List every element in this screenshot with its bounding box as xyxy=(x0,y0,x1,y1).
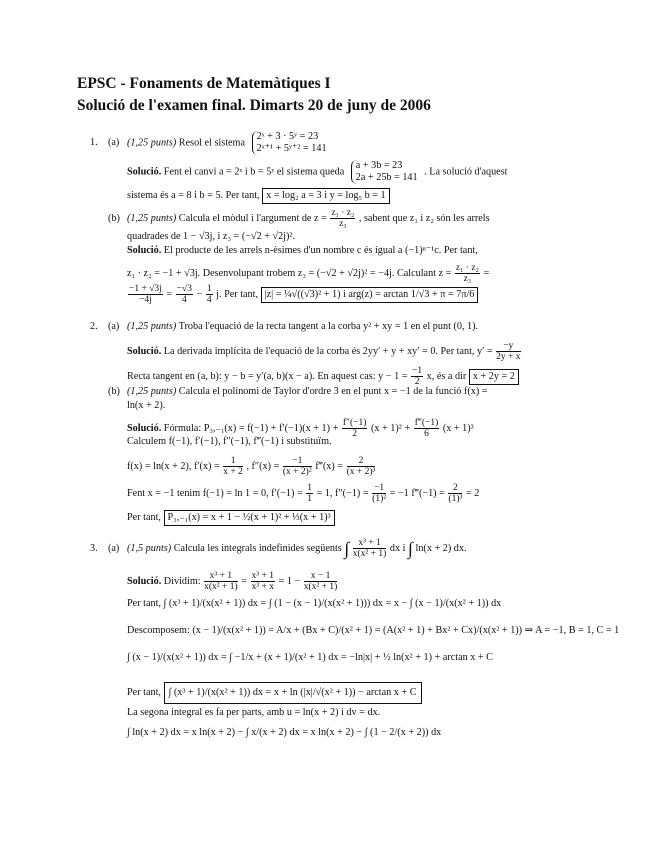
fraction xyxy=(283,456,312,477)
minus-sign: − xyxy=(196,288,203,300)
numerator: z₁ · z₂ xyxy=(455,263,479,273)
numerator: x³ + 1 xyxy=(251,571,274,581)
problem-2b-statement-2: ln(x + 2). xyxy=(127,400,166,411)
statement-text: dx i xyxy=(389,542,406,554)
statement-text-tail: , sabent que z₁ i z₂ són les arrels xyxy=(358,212,490,224)
numerator: x − 1 xyxy=(304,571,338,582)
solution-text: Recta tangent en (a, b): y − b = y′(a, b)(x − a). En aquest cas: y − 1 = xyxy=(127,370,408,382)
statement-text: Troba l'equació de la recta tangent a la corba y² + xy = 1 en el punt (0, 1). xyxy=(178,321,479,332)
problem-1b-label: (b) xyxy=(108,213,120,224)
system-eq-1: 2ˣ + 3 · 5ʸ = 23 xyxy=(256,131,319,142)
numerator: −√3 xyxy=(176,284,192,294)
problem-1a-text: Resol el sistema xyxy=(178,137,246,149)
solution-text: Fent x = −1 tenim f(−1) = ln 1 = 0, f′(−1) = xyxy=(127,487,303,499)
denominator: 4 xyxy=(181,295,187,305)
solution-text: Per tant, xyxy=(127,687,161,698)
solution-text: Dividim: xyxy=(163,575,201,587)
solution-text: (x + 1)² + xyxy=(370,422,411,434)
denominator: 1 xyxy=(307,494,313,504)
boxed-answer: ∫ (x³ + 1)/(x(x² + 1)) dx = x + ln (|x|/√(x² + 1)) − arctan x + C xyxy=(164,682,422,704)
fraction xyxy=(347,456,376,477)
fraction xyxy=(496,341,520,362)
denominator: 6 xyxy=(424,429,429,439)
problem-1b-solution-2 xyxy=(127,263,489,284)
numerator: 1 xyxy=(307,483,313,493)
denominator: z₃ xyxy=(339,219,347,229)
numerator: −1 xyxy=(374,483,385,493)
solution-text: z₁ · z₂ = −1 + √3j. Desenvolupant trobem z₃ = (−√2 + √2j)² = −4j. Calculant z = xyxy=(127,267,452,279)
numerator: −y xyxy=(496,341,520,352)
problem-3-solution-1 xyxy=(127,571,338,592)
fraction xyxy=(251,571,275,592)
solution-label: Solució. xyxy=(127,245,162,256)
denominator: 4 xyxy=(206,295,212,305)
numerator: −1 xyxy=(412,366,423,376)
solution-formula: ∫ (x³ + 1)/(x(x² + 1)) dx = ∫ (1 − (x − 1)/(x(x² + 1))) dx = x − ∫ (x − 1)/(x(x² + 1)) dx xyxy=(163,598,502,609)
solution-text-tail: x, és a dir xyxy=(426,370,467,382)
problem-3-solution-5 xyxy=(127,682,422,704)
fraction xyxy=(223,456,243,477)
problem-2b-points: (1,25 punts) xyxy=(127,386,177,397)
numerator: 2 xyxy=(448,483,462,494)
solution-text: Per tant, xyxy=(127,512,161,523)
problem-3-solution-6: La segona integral es fa per parts, amb u = ln(x + 2) i dv = dx. xyxy=(127,707,381,718)
boxed-answer: |z| = ¼√((√3)² + 1) i arg(z) = arctan 1/√3 + π = 7π/6 xyxy=(261,287,479,303)
denominator: −4j xyxy=(139,295,152,305)
denominator: x + 2 xyxy=(223,467,243,477)
denominator: x³ + x xyxy=(251,582,274,592)
equals-sign: = xyxy=(166,288,173,300)
fraction xyxy=(411,366,423,387)
fraction xyxy=(372,483,386,504)
denominator: 2 xyxy=(352,429,358,439)
problem-3a-statement xyxy=(127,538,467,559)
integral-sign: ∫ xyxy=(344,538,350,559)
problem-3-solution-2 xyxy=(127,598,501,610)
problem-2b-solution-2: Calculem f(−1), f′(−1), f″(−1), f‴(−1) i substituïm. xyxy=(127,436,332,447)
solution-text: El producte de les arrels n-èsimes d'un nombre c és igual a (−1)ⁿ⁻¹c. Per tant, xyxy=(163,245,478,256)
fraction xyxy=(204,571,238,592)
fraction xyxy=(455,263,480,284)
denominator: x(x² + 1) xyxy=(204,582,238,592)
problem-2b-solution-4 xyxy=(127,483,479,504)
solution-label: Solució. xyxy=(127,422,162,434)
fraction xyxy=(306,483,313,504)
course-title: EPSC - Fonaments de Matemàtiques I xyxy=(77,75,331,92)
solution-text: = 1, f″(−1) = xyxy=(316,487,369,499)
problem-3-solution-3 xyxy=(127,625,619,637)
problem-1b-solution-3 xyxy=(127,284,478,305)
solution-eq-1: a + 3b = 23 xyxy=(355,160,403,171)
fraction xyxy=(206,284,213,305)
statement-text: Calcula el mòdul i l'argument de z = xyxy=(178,212,327,224)
equals-sign: = xyxy=(483,267,490,279)
solution-tail: . La solució d'aquest xyxy=(424,166,508,178)
denominator: x(x² + 1) xyxy=(303,582,338,592)
problem-1b-points: (1,25 punts) xyxy=(127,212,177,224)
problem-1a-result xyxy=(127,188,390,204)
problem-1b-solution-1 xyxy=(127,245,478,257)
solution-eq-2: 2a + 25b = 141 xyxy=(355,172,418,183)
problem-1a-system xyxy=(252,131,327,155)
solution-text: Fent el canvi a = 2ˣ i b = 5ʸ el sistema queda xyxy=(163,166,345,178)
numerator: 1 xyxy=(206,284,212,294)
problem-1a-statement xyxy=(127,131,331,155)
problem-3a-label: (a) xyxy=(108,543,120,554)
problem-1a-solution xyxy=(127,160,508,184)
problem-1b-statement-1 xyxy=(127,208,490,229)
fraction xyxy=(176,284,193,305)
statement-text: ln(x + 2) dx. xyxy=(415,542,467,554)
fraction xyxy=(342,418,368,439)
statement-text: Calcula el polinomi de Taylor d'ordre 3 en el punt x = −1 de la funció f(x) = xyxy=(178,386,488,397)
exam-subtitle: Solució de l'examen final. Dimarts 20 de juny de 2006 xyxy=(77,97,431,114)
problem-2a-solution-2 xyxy=(127,366,519,387)
numerator: −1 + √3j xyxy=(129,284,162,294)
denominator: (1)³ xyxy=(448,494,463,504)
numerator: x³ + 1 xyxy=(204,571,238,582)
solution-text: j. Per tant, xyxy=(216,288,259,300)
denominator: x(x² + 1) xyxy=(352,549,387,559)
boxed-answer: P₃,₋₁(x) = x + 1 − ½(x + 1)² + ⅓(x + 1)³ xyxy=(164,510,335,526)
solution-system xyxy=(351,160,418,184)
fraction xyxy=(414,418,440,439)
solution-text: La derivada implícita de l'equació de la corba és 2yy′ + y + xy′ = 0. Per tant, y′ = xyxy=(163,345,493,357)
solution-text: (x + 1)³ xyxy=(442,422,474,434)
result-text: sistema és a = 8 i b = 5. Per tant, xyxy=(127,190,260,201)
problem-2a-points: (1,25 punts) xyxy=(127,321,177,332)
fraction xyxy=(353,538,387,559)
solution-text: = 1 − xyxy=(278,575,301,587)
fraction xyxy=(304,571,338,592)
problem-3a-points: (1,5 punts) xyxy=(127,542,172,554)
equals-sign: = xyxy=(241,575,247,587)
numerator: f″(−1) xyxy=(342,418,367,428)
numerator: 2 xyxy=(347,456,376,467)
solution-label: Solució. xyxy=(127,166,162,178)
problem-3-solution-4: ∫ (x − 1)/(x(x² + 1)) dx = ∫ −1/x + (x + 1)/(x² + 1) dx = −ln|x| + ½ ln(x² + 1) + arctan x + C xyxy=(127,652,493,663)
problem-2a-statement xyxy=(127,321,478,333)
numerator: z₁ · z₂ xyxy=(331,208,355,218)
denominator: (x + 2)³ xyxy=(346,467,376,477)
solution-formula: (x − 1)/(x(x² + 1)) = A/x + (Bx + C)/(x² + 1) = (A(x² + 1) + Bx² + Cx)/(x(x² + 1)) ⇒ A = −1, B = 1, C = 1 xyxy=(192,625,620,636)
denominator: (x + 2)² xyxy=(282,467,312,477)
boxed-answer: x = log₂ a = 3 i y = log₅ b = 1 xyxy=(262,188,390,204)
solution-text: f(x) = ln(x + 2), f′(x) = xyxy=(127,460,220,472)
problem-2a-label: (a) xyxy=(108,321,120,332)
fraction xyxy=(448,483,462,504)
numerator: f‴(−1) xyxy=(414,418,439,428)
solution-text: f‴(x) = xyxy=(315,460,344,472)
denominator: 2y + x xyxy=(496,352,521,362)
solution-label: Solució. xyxy=(127,345,162,357)
problem-2b-solution-3 xyxy=(127,456,376,477)
numerator: −1 xyxy=(283,456,312,467)
numerator: x³ + 1 xyxy=(353,538,387,549)
solution-label: Solució. xyxy=(127,575,162,587)
problem-1-number: 1. xyxy=(90,137,98,148)
solution-text: Fórmula: P₃,₋₁(x) = f(−1) + f′(−1)(x + 1) + xyxy=(163,422,339,434)
fraction xyxy=(330,208,355,229)
problem-2b-statement-1 xyxy=(127,386,488,398)
numerator: 1 xyxy=(223,456,243,467)
denominator: z₃ xyxy=(463,274,472,284)
problem-2b-label: (b) xyxy=(108,386,120,397)
boxed-answer: x + 2y = 2 xyxy=(469,369,519,385)
statement-text: Calcula les integrals indefinides següents xyxy=(173,542,342,554)
solution-text: , f″(x) = xyxy=(246,460,280,472)
solution-text: Per tant, xyxy=(127,598,161,609)
system-eq-2: 2ˣ⁺¹ + 5ʸ⁺² = 141 xyxy=(256,143,327,154)
problem-2b-solution-5 xyxy=(127,510,335,526)
problem-3-number: 3. xyxy=(90,543,98,554)
problem-2a-solution-1 xyxy=(127,341,522,362)
integral-sign: ∫ xyxy=(408,538,413,559)
denominator: 2 xyxy=(414,377,420,387)
problem-2-number: 2. xyxy=(90,321,98,332)
problem-1a-label: (a) xyxy=(108,137,120,148)
denominator: (1)² xyxy=(372,494,387,504)
problem-1a-points: (1,25 punts) xyxy=(127,137,177,149)
solution-text: = −1 f‴(−1) = xyxy=(389,487,445,499)
fraction xyxy=(128,284,163,305)
problem-1b-statement-2: quadrades de 1 − √3j, i z₃ = (−√2 + √2j)². xyxy=(127,231,296,242)
problem-3-solution-7: ∫ ln(x + 2) dx = x ln(x + 2) − ∫ x/(x + 2) dx = x ln(x + 2) − ∫ (1 − 2/(x + 2)) dx xyxy=(127,727,442,738)
solution-text: Descomposem: xyxy=(127,625,190,636)
solution-text: = 2 xyxy=(465,487,480,499)
